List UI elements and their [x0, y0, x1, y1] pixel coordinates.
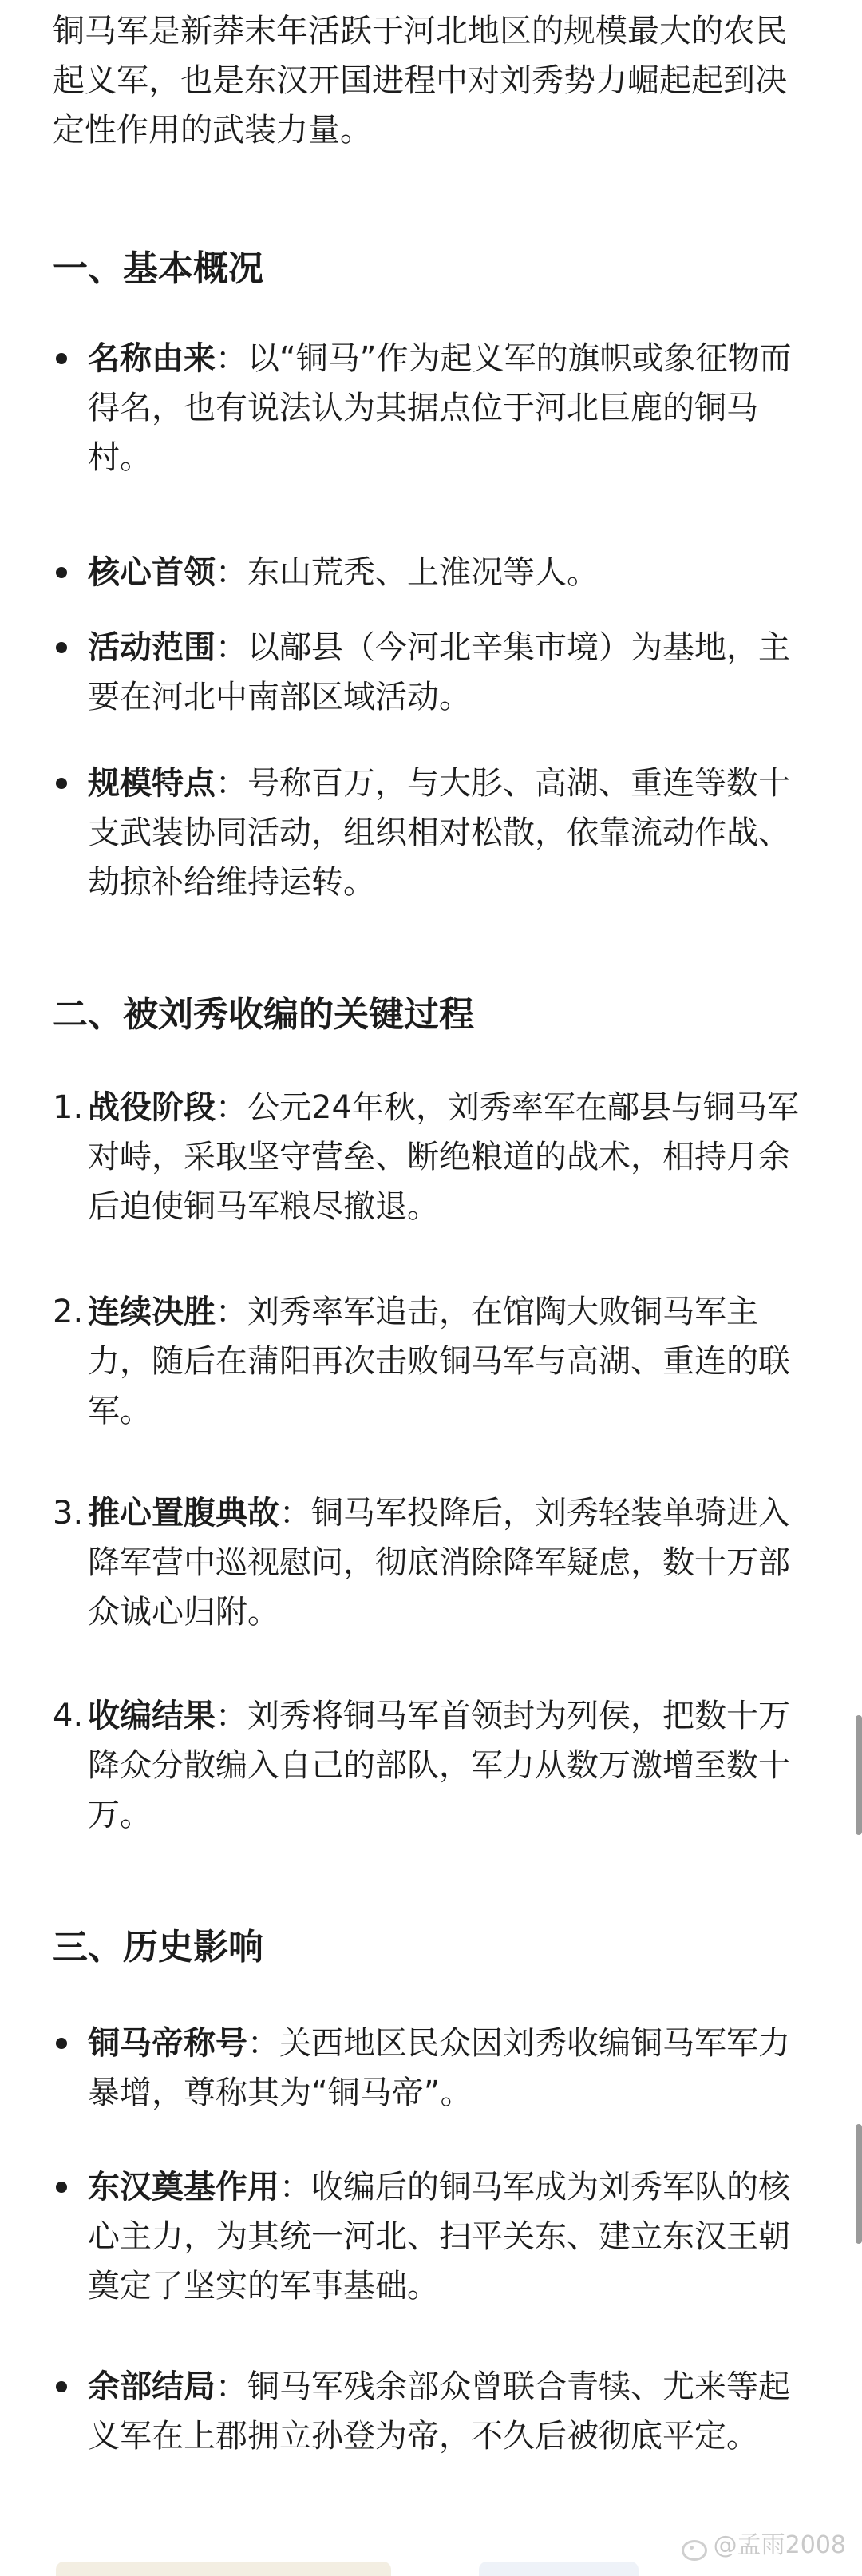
bullet-icon — [56, 2182, 67, 2193]
list-item — [53, 623, 811, 722]
bullet-icon — [56, 2381, 67, 2392]
bullet-icon — [56, 2038, 67, 2049]
list-item — [53, 1691, 811, 1840]
item-term: 铜马帝称号 — [88, 2025, 247, 2062]
weibo-eye-icon — [680, 2535, 709, 2558]
item-term: 活动范围 — [88, 629, 216, 666]
bullet-icon — [56, 353, 67, 364]
item-term: 名称由来 — [88, 340, 216, 377]
item-term: 余部结局 — [88, 2368, 216, 2405]
item-text: ：东山荒秃、上淮况等人。 — [216, 554, 599, 591]
item-text: ：以鄗县（今河北辛集市境）为基地，主要在河北中南部区域活动。 — [88, 629, 790, 715]
item-term: 推心置腹典故 — [88, 1495, 279, 1532]
item-number: 2. — [53, 1294, 84, 1330]
list-item — [53, 548, 811, 597]
item-number: 1. — [53, 1089, 84, 1126]
scrollbar-thumb-secondary[interactable] — [856, 2124, 862, 2244]
item-text: ：关西地区民众因刘秀收编铜马军军力暴增，尊称其为“铜马帝”。 — [88, 2025, 790, 2111]
section-heading: 二、被刘秀收编的关键过程 — [53, 994, 474, 1035]
item-term: 核心首领 — [88, 554, 216, 591]
list-item — [53, 759, 811, 907]
bullet-icon — [56, 567, 67, 578]
item-text: ：号称百万，与大肜、高湖、重连等数十支武装协同活动，组织相对松散，依靠流动作战、劫掠补给维持运转。 — [88, 765, 790, 901]
item-text: ：铜马军残余部众曾联合青犊、尤来等起义军在上郡拥立孙登为帝，不久后被彻底平定。 — [88, 2368, 790, 2455]
intro-paragraph: 铜马军是新莽末年活跃于河北地区的规模最大的农民起义军，也是东汉开国进程中对刘秀势力崛起起到决定性作用的武装力量。 — [53, 13, 787, 149]
next-card-preview[interactable] — [56, 2562, 391, 2576]
scrollbar-thumb[interactable] — [856, 1715, 862, 1835]
item-term: 东汉奠基作用 — [88, 2169, 279, 2205]
watermark-text: @孟雨2008 — [713, 2531, 846, 2559]
bullet-icon — [56, 778, 67, 789]
item-term: 规模特点 — [88, 765, 216, 802]
list-item — [53, 1083, 811, 1231]
item-term: 战役阶段 — [88, 1089, 216, 1126]
list-item — [53, 1287, 811, 1436]
item-number: 4. — [53, 1698, 84, 1734]
item-term: 连续决胜 — [88, 1294, 216, 1330]
item-text: ：刘秀将铜马军首领封为列侯，把数十万降众分散编入自己的部队，军力从数万激增至数十万。 — [88, 1698, 790, 1833]
item-term: 收编结果 — [88, 1698, 216, 1734]
bullet-icon — [56, 642, 67, 653]
item-text: ：收编后的铜马军成为刘秀军队的核心主力，为其统一河北、扫平关东、建立东汉王朝奠定了坚实的军事基础。 — [88, 2169, 790, 2305]
list-item — [53, 1488, 811, 1637]
item-text: ：公元24年秋，刘秀率军在鄗县与铜马军对峙，采取坚守营垒、断绝粮道的战术，相持月余后迫使铜马军粮尽撤退。 — [88, 1089, 799, 1225]
item-text: ：以“铜马”作为起义军的旗帜或象征物而得名，也有说法认为其据点位于河北巨鹿的铜马村。 — [88, 340, 792, 476]
section-heading: 一、基本概况 — [53, 248, 263, 289]
item-text: ：刘秀率军追击，在馆陶大败铜马军主力，随后在蒲阳再次击败铜马军与高湖、重连的联军。 — [88, 1294, 790, 1429]
watermark — [680, 2530, 846, 2562]
list-item — [53, 2362, 811, 2461]
item-number: 3. — [53, 1495, 84, 1532]
list-item — [53, 334, 811, 482]
next-card-preview-secondary[interactable] — [479, 2562, 639, 2576]
list-item — [53, 2162, 811, 2311]
section-heading: 三、历史影响 — [53, 1927, 263, 1968]
list-item — [53, 2019, 811, 2118]
item-text: ：铜马军投降后，刘秀轻装单骑进入降军营中巡视慰问，彻底消除降军疑虑，数十万部众诚心归附。 — [88, 1495, 790, 1631]
